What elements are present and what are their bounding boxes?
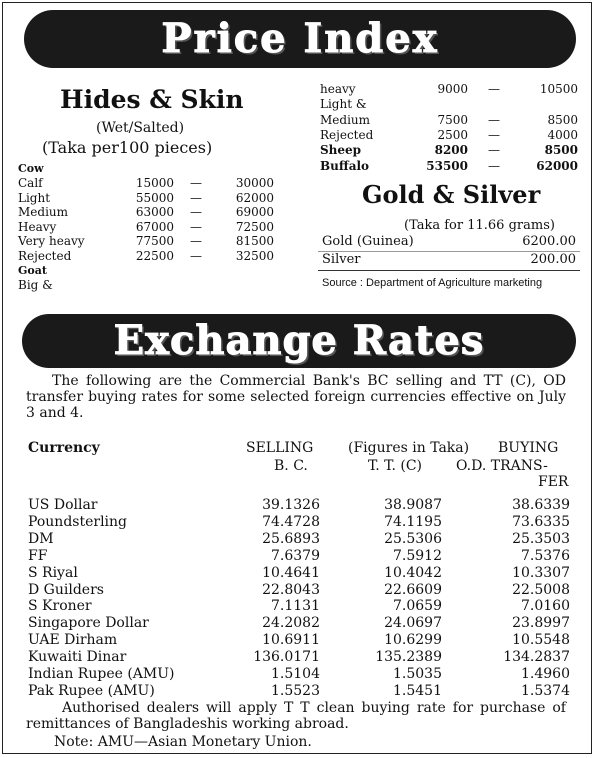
hides-name: Medium bbox=[320, 112, 371, 127]
rate-bc: 22.8043 bbox=[262, 581, 320, 598]
rate-od: 10.5548 bbox=[512, 632, 570, 649]
hides-name: Rejected bbox=[18, 249, 72, 263]
rate-tt: 22.6609 bbox=[384, 581, 442, 598]
hides-right-row bbox=[320, 82, 582, 96]
dash-separator: — bbox=[190, 219, 202, 234]
hides-name: Sheep bbox=[320, 143, 362, 158]
rate-od: 23.8997 bbox=[512, 615, 570, 632]
gold-source: Source : Department of Agriculture marketing bbox=[322, 277, 543, 289]
gold-row bbox=[322, 252, 578, 268]
dash-separator: — bbox=[488, 127, 500, 142]
hides-row bbox=[18, 205, 288, 219]
group-label: Goat bbox=[18, 263, 47, 277]
exchange-note: Note: AMU—Asian Monetary Union. bbox=[54, 734, 312, 750]
header-row-3 bbox=[0, 474, 596, 491]
exchange-row bbox=[0, 582, 596, 598]
hides-high: 4000 bbox=[547, 127, 578, 142]
hides-right-row bbox=[320, 143, 582, 157]
exchange-row bbox=[0, 683, 596, 699]
hides-high: 72500 bbox=[235, 219, 274, 234]
rate-tt: 10.6299 bbox=[384, 632, 442, 649]
hides-name: Calf bbox=[18, 176, 43, 190]
exchange-row bbox=[0, 497, 596, 513]
currency-name: Pak Rupee (AMU) bbox=[28, 682, 155, 699]
hides-low: 9000 bbox=[437, 82, 468, 96]
dash-separator: — bbox=[488, 158, 500, 173]
hides-name: Big & bbox=[18, 277, 53, 292]
hides-sub1: (Wet/Salted) bbox=[96, 120, 185, 136]
hides-high: 30000 bbox=[235, 176, 274, 190]
group-label: Cow bbox=[18, 162, 44, 175]
hides-row bbox=[18, 191, 288, 205]
gold-value: 6200.00 bbox=[522, 234, 576, 249]
header-tt: T. T. (C) bbox=[368, 458, 422, 474]
rate-od: 134.2837 bbox=[503, 649, 570, 666]
currency-name: UAE Dirham bbox=[28, 632, 118, 649]
exchange-row bbox=[0, 632, 596, 648]
currency-name: S Kroner bbox=[28, 598, 92, 615]
dash-separator: — bbox=[488, 143, 500, 158]
rate-bc: 24.2082 bbox=[262, 615, 320, 632]
gold-row bbox=[322, 234, 578, 250]
hides-high: 10500 bbox=[539, 82, 578, 96]
currency-name: S Riyal bbox=[28, 564, 78, 581]
price-index-banner bbox=[24, 10, 576, 68]
rate-tt: 1.5035 bbox=[393, 666, 442, 682]
hides-name: Very heavy bbox=[18, 234, 85, 249]
hides-low: 53500 bbox=[426, 158, 468, 173]
rate-tt: 7.0659 bbox=[393, 598, 442, 615]
rate-tt: 74.1195 bbox=[384, 513, 442, 530]
rate-od: 7.5376 bbox=[521, 547, 570, 564]
rate-od: 1.4960 bbox=[521, 666, 570, 682]
rate-bc: 7.1131 bbox=[271, 598, 320, 615]
rate-od: 38.6339 bbox=[512, 497, 570, 513]
hides-sub2: (Taka per100 pieces) bbox=[42, 138, 213, 157]
rate-od: 22.5008 bbox=[512, 581, 570, 598]
hides-name: heavy bbox=[320, 82, 356, 96]
gold-heading: Gold & Silver bbox=[362, 180, 541, 209]
hides-row bbox=[18, 176, 288, 190]
dash-separator: — bbox=[190, 249, 202, 263]
dash-separator: — bbox=[190, 234, 202, 249]
header-fer: FER bbox=[538, 474, 569, 490]
rate-tt: 38.9087 bbox=[384, 497, 442, 513]
rate-od: 7.0160 bbox=[521, 598, 570, 615]
currency-name: D Guilders bbox=[28, 581, 104, 598]
header-row-2 bbox=[0, 458, 596, 475]
hides-row bbox=[18, 249, 288, 263]
dash-separator: — bbox=[190, 176, 202, 190]
exchange-row bbox=[0, 531, 596, 547]
hides-low: 22500 bbox=[135, 249, 174, 263]
hides-high: 69000 bbox=[235, 205, 274, 220]
currency-name: FF bbox=[28, 547, 48, 564]
hides-right-row bbox=[320, 159, 582, 173]
hides-low: 7500 bbox=[437, 112, 468, 127]
currency-name: US Dollar bbox=[28, 497, 98, 513]
exchange-row bbox=[0, 615, 596, 631]
hides-right-row bbox=[320, 113, 582, 127]
header-currency: Currency bbox=[28, 440, 100, 456]
header-buying: BUYING bbox=[498, 440, 559, 456]
hides-name: Medium bbox=[18, 205, 69, 220]
hides-low: 67000 bbox=[135, 219, 174, 234]
header-selling: SELLING bbox=[246, 440, 314, 456]
hides-heading: Hides & Skin bbox=[60, 85, 244, 114]
exchange-row bbox=[0, 649, 596, 665]
rate-tt: 25.5306 bbox=[384, 530, 442, 547]
gold-name: Silver bbox=[322, 252, 361, 267]
hides-row bbox=[18, 278, 288, 292]
currency-name: Singapore Dollar bbox=[28, 615, 149, 632]
currency-name: DM bbox=[28, 530, 54, 547]
hides-name: Heavy bbox=[18, 219, 57, 234]
hides-high: 62000 bbox=[235, 190, 274, 205]
hides-low: 63000 bbox=[135, 205, 174, 220]
rate-tt: 24.0697 bbox=[384, 615, 442, 632]
gold-divider bbox=[318, 270, 580, 271]
exchange-intro: The following are the Commercial Bank's BC selling and TT (C), OD transfer buying rates for some selected foreign currencies effective on July 3 and 4. bbox=[26, 373, 566, 421]
hides-high: 8500 bbox=[544, 143, 578, 158]
hides-name: Light & bbox=[320, 97, 367, 112]
price-index-title: Price Index bbox=[161, 15, 439, 62]
dash-separator: — bbox=[190, 205, 202, 220]
currency-name: Poundsterling bbox=[28, 513, 127, 530]
gold-value: 200.00 bbox=[530, 252, 576, 267]
rate-bc: 7.6379 bbox=[271, 547, 320, 564]
hides-low: 15000 bbox=[135, 176, 174, 190]
rate-tt: 1.5451 bbox=[393, 682, 442, 699]
hides-low: 2500 bbox=[437, 127, 468, 142]
header-bc: B. C. bbox=[274, 458, 308, 474]
rate-bc: 25.6893 bbox=[262, 530, 320, 547]
exchange-row bbox=[0, 598, 596, 614]
header-row-1 bbox=[0, 440, 596, 457]
header-figures: (Figures in Taka) bbox=[348, 440, 470, 456]
exchange-row bbox=[0, 548, 596, 564]
rate-bc: 1.5523 bbox=[271, 682, 320, 699]
rate-od: 10.3307 bbox=[512, 564, 570, 581]
header-od: O.D. TRANS- bbox=[456, 458, 548, 474]
rate-bc: 10.4641 bbox=[262, 564, 320, 581]
hides-name: Light bbox=[18, 190, 51, 205]
dash-separator: — bbox=[488, 82, 500, 96]
exchange-row bbox=[0, 666, 596, 682]
hides-high: 62000 bbox=[536, 158, 578, 173]
hides-low: 8200 bbox=[434, 143, 468, 158]
rate-bc: 39.1326 bbox=[262, 497, 320, 513]
hides-name: Buffalo bbox=[320, 158, 370, 173]
gold-name: Gold (Guinea) bbox=[322, 234, 414, 249]
exchange-footnote: Authorised dealers will apply T T clean buying rate for purchase of remittances of Bangladeshis working abroad. bbox=[26, 700, 566, 732]
hides-low: 77500 bbox=[135, 234, 174, 249]
hides-right-row bbox=[320, 128, 582, 142]
exchange-row bbox=[0, 514, 596, 530]
dash-separator: — bbox=[190, 190, 202, 205]
hides-high: 32500 bbox=[235, 249, 274, 263]
hides-high: 8500 bbox=[547, 112, 578, 127]
hides-low: 55000 bbox=[135, 190, 174, 205]
hides-right-row bbox=[320, 97, 582, 111]
exchange-title: Exchange Rates bbox=[113, 317, 485, 364]
hides-high: 81500 bbox=[235, 234, 274, 249]
rate-od: 73.6335 bbox=[512, 513, 570, 530]
rate-tt: 10.4042 bbox=[384, 564, 442, 581]
rate-od: 25.3503 bbox=[512, 530, 570, 547]
rate-bc: 1.5104 bbox=[271, 666, 320, 682]
hides-row bbox=[18, 234, 288, 248]
rate-bc: 10.6911 bbox=[262, 632, 320, 649]
exchange-banner bbox=[22, 314, 576, 368]
exchange-row bbox=[0, 565, 596, 581]
dash-separator: — bbox=[488, 112, 500, 127]
rate-tt: 7.5912 bbox=[393, 547, 442, 564]
currency-name: Indian Rupee (AMU) bbox=[28, 666, 175, 682]
gold-unit: (Taka for 11.66 grams) bbox=[404, 218, 555, 233]
hides-row bbox=[18, 220, 288, 234]
rate-od: 1.5374 bbox=[521, 682, 570, 699]
rate-tt: 135.2389 bbox=[375, 649, 442, 666]
hides-name: Rejected bbox=[320, 127, 374, 142]
rate-bc: 74.4728 bbox=[262, 513, 320, 530]
currency-name: Kuwaiti Dinar bbox=[28, 649, 127, 666]
rate-bc: 136.0171 bbox=[253, 649, 320, 666]
